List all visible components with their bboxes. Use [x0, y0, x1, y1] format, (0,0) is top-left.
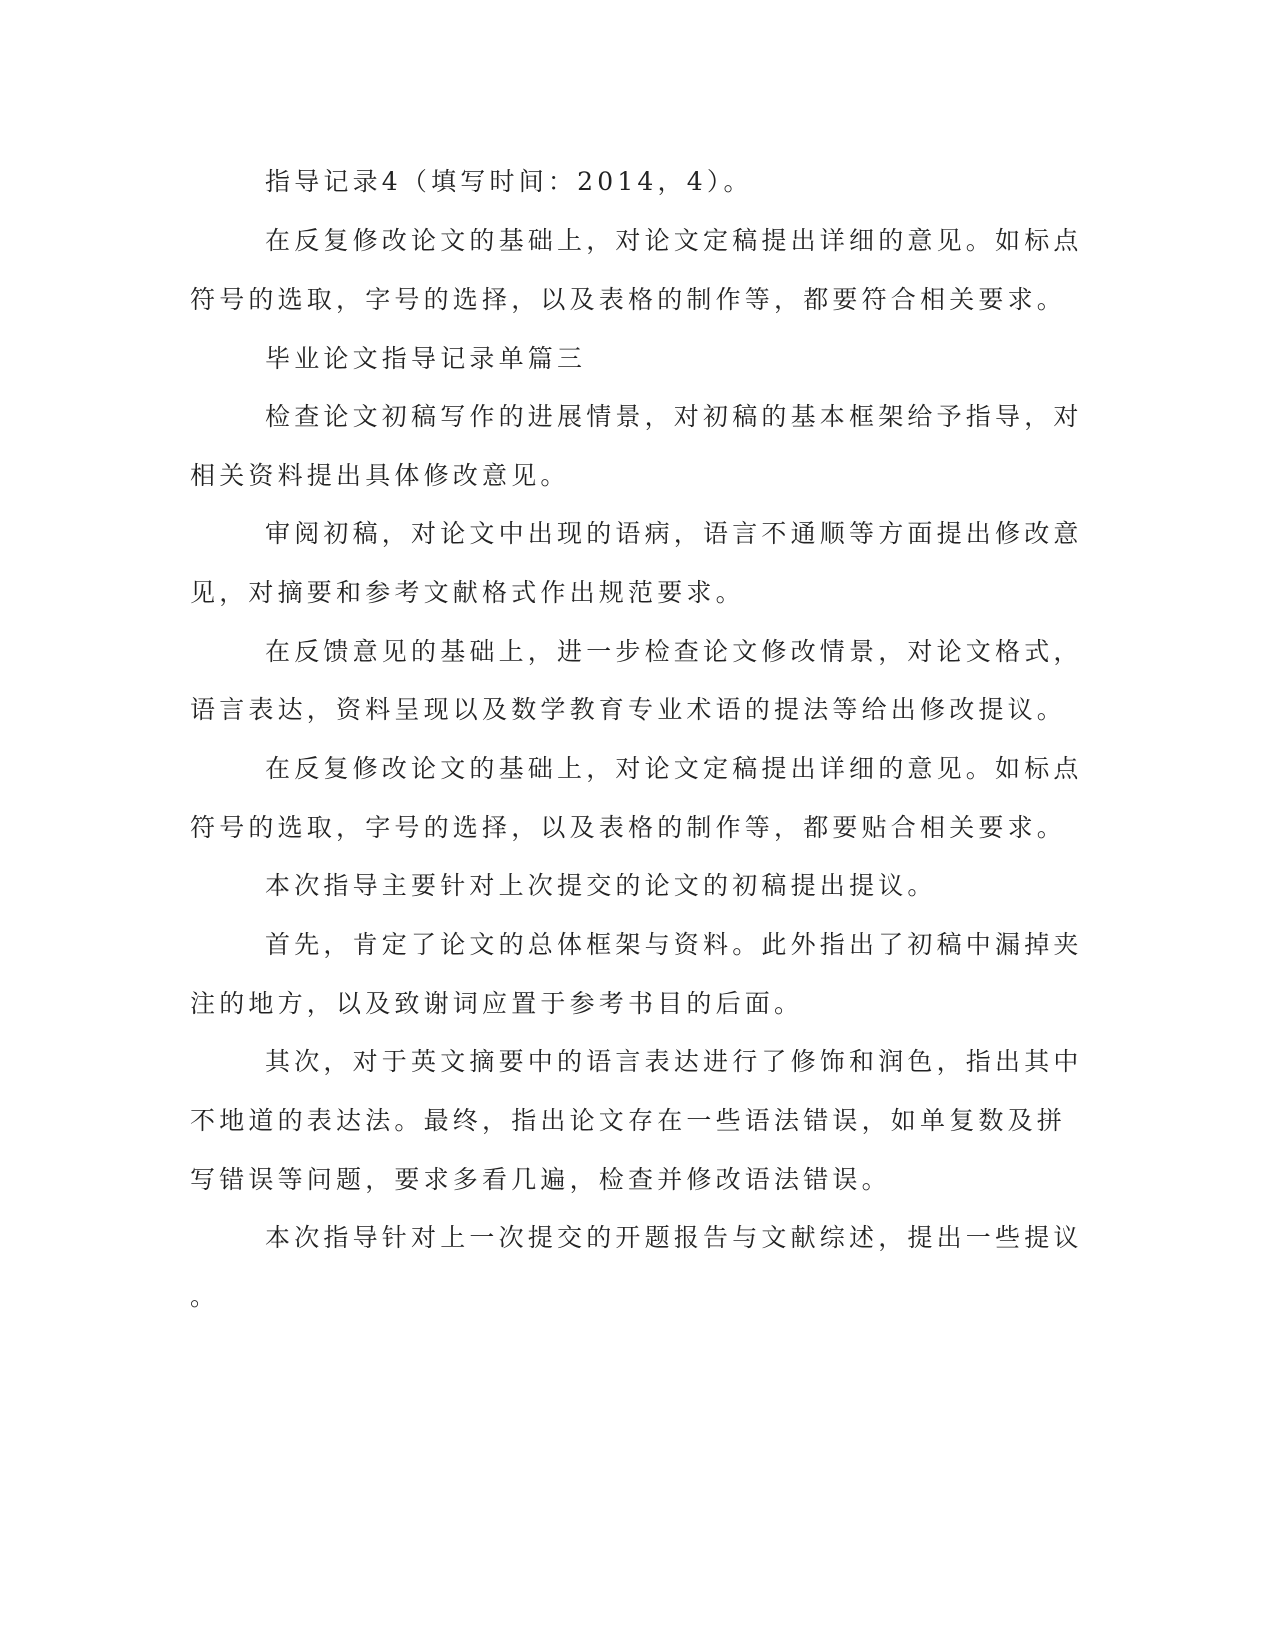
text-line: 其次，对于英文摘要中的语言表达进行了修饰和润色，指出其中 [265, 1047, 1083, 1076]
text-line: 符号的选取，字号的选择，以及表格的制作等，都要符合相关要求。 [190, 285, 1067, 314]
text-line: 注的地方，以及致谢词应置于参考书目的后面。 [190, 989, 804, 1018]
text-line: 语言表达，资料呈现以及数学教育专业术语的提法等给出修改提议。 [190, 695, 1067, 724]
text-line: 指导记录4（填写时间：2014，4）。 [265, 167, 753, 196]
text-line: 检查论文初稿写作的进展情景，对初稿的基本框架给予指导，对 [265, 402, 1083, 431]
text-line: 不地道的表达法。最终，指出论文存在一些语法错误，如单复数及拼 [190, 1106, 1067, 1135]
text-line: 。 [190, 1282, 220, 1311]
text-line: 在反馈意见的基础上，进一步检查论文修改情景，对论文格式， [265, 637, 1083, 666]
text-line: 在反复修改论文的基础上，对论文定稿提出详细的意见。如标点 [265, 226, 1083, 255]
text-line: 本次指导主要针对上次提交的论文的初稿提出提议。 [265, 871, 937, 900]
text-line: 符号的选取，字号的选择，以及表格的制作等，都要贴合相关要求。 [190, 813, 1067, 842]
text-line: 首先，肯定了论文的总体框架与资料。此外指出了初稿中漏掉夹 [265, 930, 1083, 959]
text-line: 本次指导针对上一次提交的开题报告与文献综述，提出一些提议 [265, 1223, 1083, 1252]
text-line: 相关资料提出具体修改意见。 [190, 461, 570, 490]
text-line: 在反复修改论文的基础上，对论文定稿提出详细的意见。如标点 [265, 754, 1083, 783]
text-line: 写错误等问题，要求多看几遍，检查并修改语法错误。 [190, 1165, 891, 1194]
section-heading: 毕业论文指导记录单篇三 [265, 344, 587, 373]
text-line: 审阅初稿，对论文中出现的语病，语言不通顺等方面提出修改意 [265, 519, 1083, 548]
text-line: 见，对摘要和参考文献格式作出规范要求。 [190, 578, 745, 607]
